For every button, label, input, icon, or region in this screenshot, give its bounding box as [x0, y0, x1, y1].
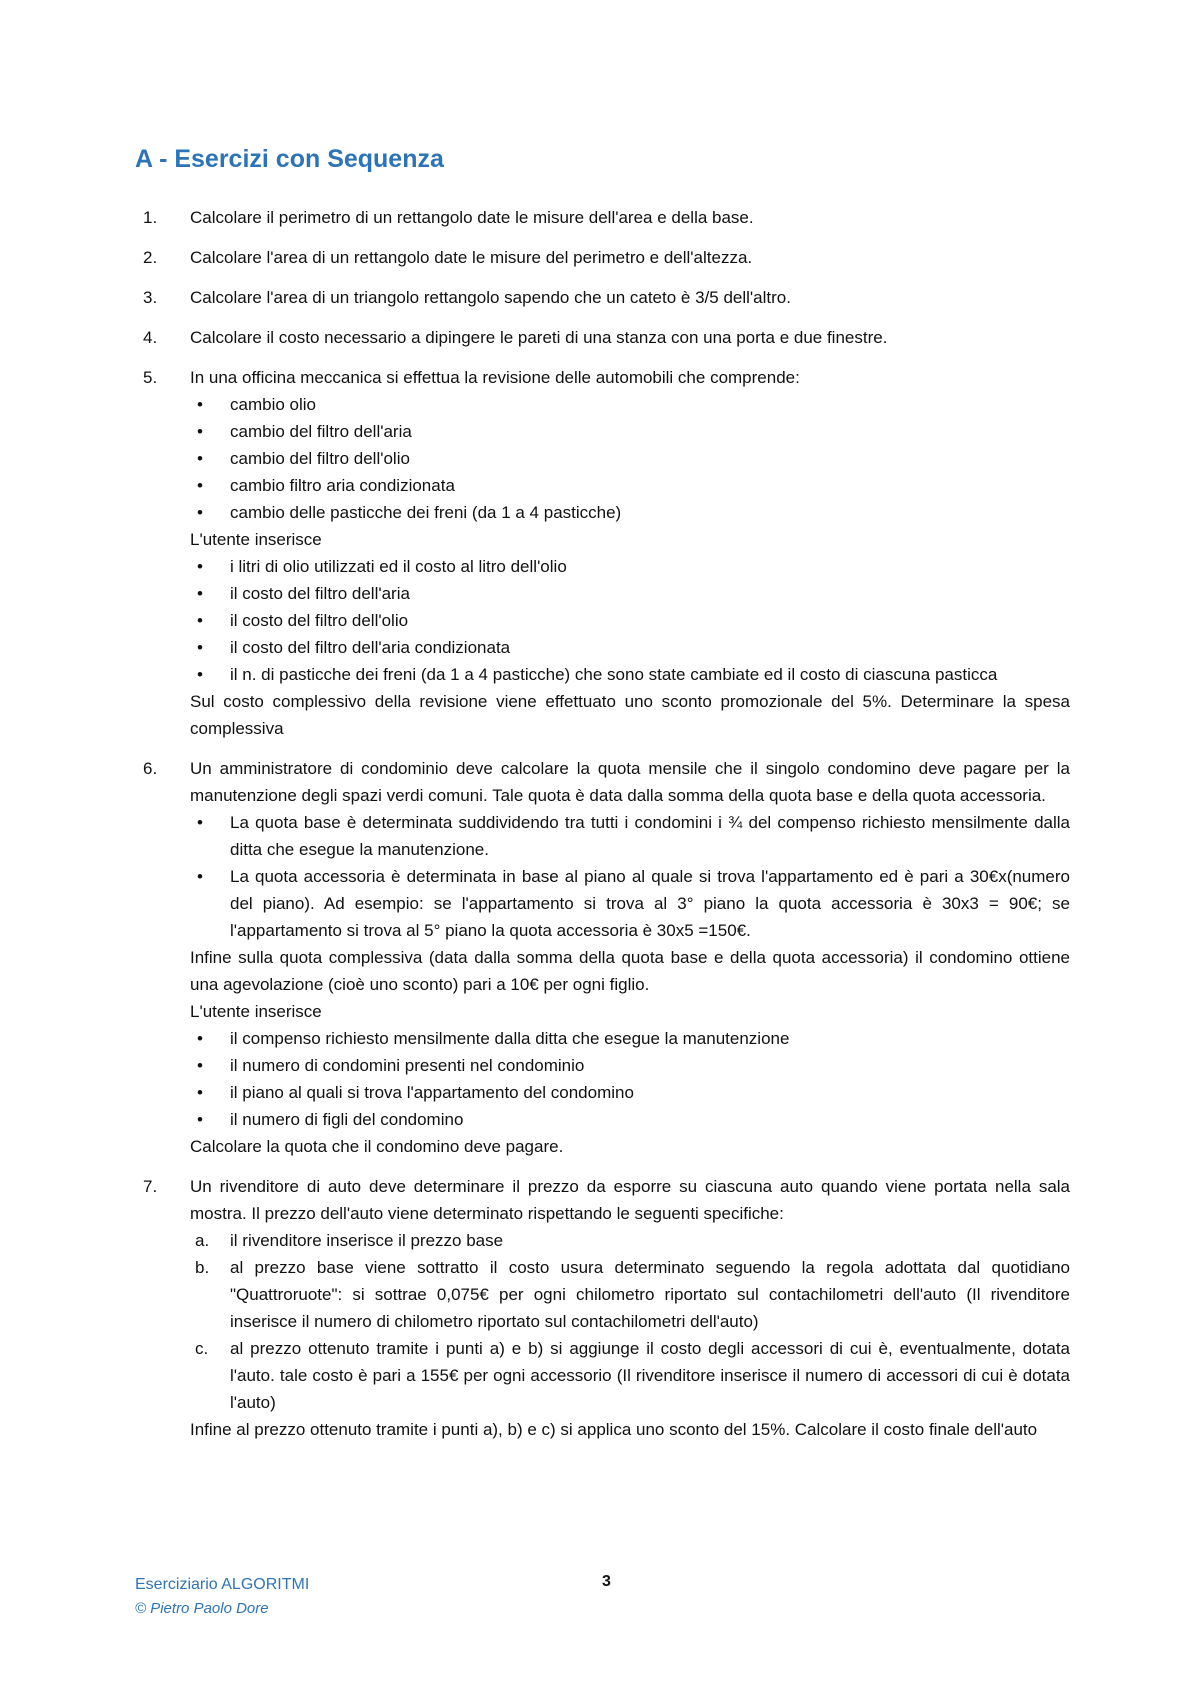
- list-item: • il costo del filtro dell'olio: [190, 607, 1070, 634]
- list-item: • il compenso richiesto mensilmente dalla ditta che esegue la manutenzione: [190, 1025, 1070, 1052]
- exercise-list: [135, 204, 1070, 1456]
- step-list: [190, 1227, 1070, 1416]
- bullet-icon: •: [197, 867, 203, 886]
- bullet-icon: •: [197, 503, 203, 522]
- exercise-1: [135, 204, 1070, 231]
- bullet-icon: •: [197, 638, 203, 657]
- input-list: [190, 1025, 1070, 1133]
- list-item: c. al prezzo ottenuto tramite i punti a) e b) si aggiunge il costo degli accessori di cui è, eventualmente, dotata l'auto. tale costo è pari a 155€ per ogni accessorio (Il rivenditore inserisce il numero di accessori di cui è dotata l'auto): [190, 1335, 1070, 1416]
- exercise-number: 6.: [143, 759, 158, 778]
- input-list: [190, 553, 1070, 688]
- exercise-5: [135, 364, 1070, 742]
- rule-list: [190, 809, 1070, 944]
- exercise-4: [135, 324, 1070, 351]
- exercise-intro: Un amministratore di condominio deve calcolare la quota mensile che il singolo condomino deve pagare per la manutenzione degli spazi verdi comuni. Tale quota è data dalla somma della quota base e della quota accessoria.: [190, 759, 1070, 805]
- exercise-discount: Infine sulla quota complessiva (data dalla somma della quota base e della quota accessoria) il condomino ottiene una agevolazione (cioè uno sconto) pari a 10€ per ogni figlio.: [190, 948, 1070, 994]
- bullet-icon: •: [197, 395, 203, 414]
- bullet-icon: •: [197, 476, 203, 495]
- bullet-icon: •: [197, 1029, 203, 1048]
- exercise-closing: Calcolare la quota che il condomino deve pagare.: [190, 1137, 564, 1156]
- page-number: 3: [602, 1573, 611, 1590]
- bullet-icon: •: [197, 611, 203, 630]
- exercise-text: Calcolare l'area di un rettangolo date le misure del perimetro e dell'altezza.: [190, 248, 753, 267]
- footer-author: © Pietro Paolo Dore: [135, 1600, 269, 1617]
- list-item: a. il rivenditore inserisce il prezzo base: [190, 1227, 1070, 1254]
- footer-title: Eserciziario ALGORITMI: [135, 1576, 310, 1593]
- exercise-intro: Un rivenditore di auto deve determinare il prezzo da esporre su ciascuna auto quando viene portata nella sala mostra. Il prezzo dell'auto viene determinato rispettando le seguenti specifiche:: [190, 1177, 1070, 1223]
- list-item: • il costo del filtro dell'aria condizionata: [190, 634, 1070, 661]
- exercise-text: Calcolare il costo necessario a dipingere le pareti di una stanza con una porta e due finestre.: [190, 328, 888, 347]
- exercise-number: 7.: [143, 1177, 158, 1196]
- exercise-number: 4.: [143, 328, 158, 347]
- step-letter: b.: [195, 1258, 210, 1277]
- exercise-text: Calcolare il perimetro di un rettangolo date le misure dell'area e della base.: [190, 208, 754, 227]
- list-item: • La quota base è determinata suddividendo tra tutti i condomini i ¾ del compenso richiesto mensilmente dalla ditta che esegue la manutenzione.: [190, 809, 1070, 863]
- input-label: L'utente inserisce: [190, 530, 322, 549]
- bullet-icon: •: [197, 584, 203, 603]
- list-item: • i litri di olio utilizzati ed il costo al litro dell'olio: [190, 553, 1070, 580]
- exercise-number: 3.: [143, 288, 158, 307]
- list-item: • il numero di condomini presenti nel condominio: [190, 1052, 1070, 1079]
- exercise-intro: In una officina meccanica si effettua la revisione delle automobili che comprende:: [190, 368, 800, 387]
- exercise-closing: Infine al prezzo ottenuto tramite i punti a), b) e c) si applica uno sconto del 15%. Calcolare il costo finale dell'auto: [190, 1420, 1038, 1439]
- bullet-icon: •: [197, 1083, 203, 1102]
- list-item: • il n. di pasticche dei freni (da 1 a 4 pasticche) che sono state cambiate ed il costo di ciascuna pasticca: [190, 661, 1070, 688]
- exercise-3: [135, 284, 1070, 311]
- bullet-icon: •: [197, 813, 203, 832]
- list-item: • cambio del filtro dell'aria: [190, 418, 1070, 445]
- step-letter: c.: [195, 1339, 209, 1358]
- section-title: A - Esercizi con Sequenza: [135, 145, 444, 173]
- bullet-icon: •: [197, 1110, 203, 1129]
- bullet-icon: •: [197, 665, 203, 684]
- exercise-closing: Sul costo complessivo della revisione viene effettuato uno sconto promozionale del 5%. Determinare la spesa complessiva: [190, 692, 1070, 738]
- input-label: L'utente inserisce: [190, 1002, 322, 1021]
- list-item: • il piano al quali si trova l'appartamento del condomino: [190, 1079, 1070, 1106]
- service-list: [190, 391, 1070, 526]
- list-item: b. al prezzo base viene sottratto il costo usura determinato seguendo la regola adottata dal quotidiano "Quattroruote": si sottrae 0,075€ per ogni chilometro riportato sul contachilometri dell'auto (Il rivenditore inserisce il numero di chilometro riportato sul contachilometri dell'auto): [190, 1254, 1070, 1335]
- list-item: • cambio del filtro dell'olio: [190, 445, 1070, 472]
- list-item: • cambio olio: [190, 391, 1070, 418]
- list-item: • La quota accessoria è determinata in base al piano al quale si trova l'appartamento ed è pari a 30€x(numero del piano). Ad esempio: se l'appartamento si trova al 3° piano la quota accessoria è 30x3 = 90€; se l'appartamento si trova al 5° piano la quota accessoria è 30x5 =150€.: [190, 863, 1070, 944]
- bullet-icon: •: [197, 557, 203, 576]
- bullet-icon: •: [197, 449, 203, 468]
- list-item: • cambio filtro aria condizionata: [190, 472, 1070, 499]
- exercise-6: [135, 755, 1070, 1160]
- step-letter: a.: [195, 1231, 210, 1250]
- exercise-number: 2.: [143, 248, 158, 267]
- exercise-number: 5.: [143, 368, 158, 387]
- list-item: • il costo del filtro dell'aria: [190, 580, 1070, 607]
- list-item: • cambio delle pasticche dei freni (da 1 a 4 pasticche): [190, 499, 1070, 526]
- footer: [135, 1573, 309, 1621]
- bullet-icon: •: [197, 422, 203, 441]
- list-item: • il numero di figli del condomino: [190, 1106, 1070, 1133]
- exercise-number: 1.: [143, 208, 158, 227]
- bullet-icon: •: [197, 1056, 203, 1075]
- exercise-text: Calcolare l'area di un triangolo rettangolo sapendo che un cateto è 3/5 dell'altro.: [190, 288, 791, 307]
- exercise-7: [135, 1173, 1070, 1443]
- exercise-2: [135, 244, 1070, 271]
